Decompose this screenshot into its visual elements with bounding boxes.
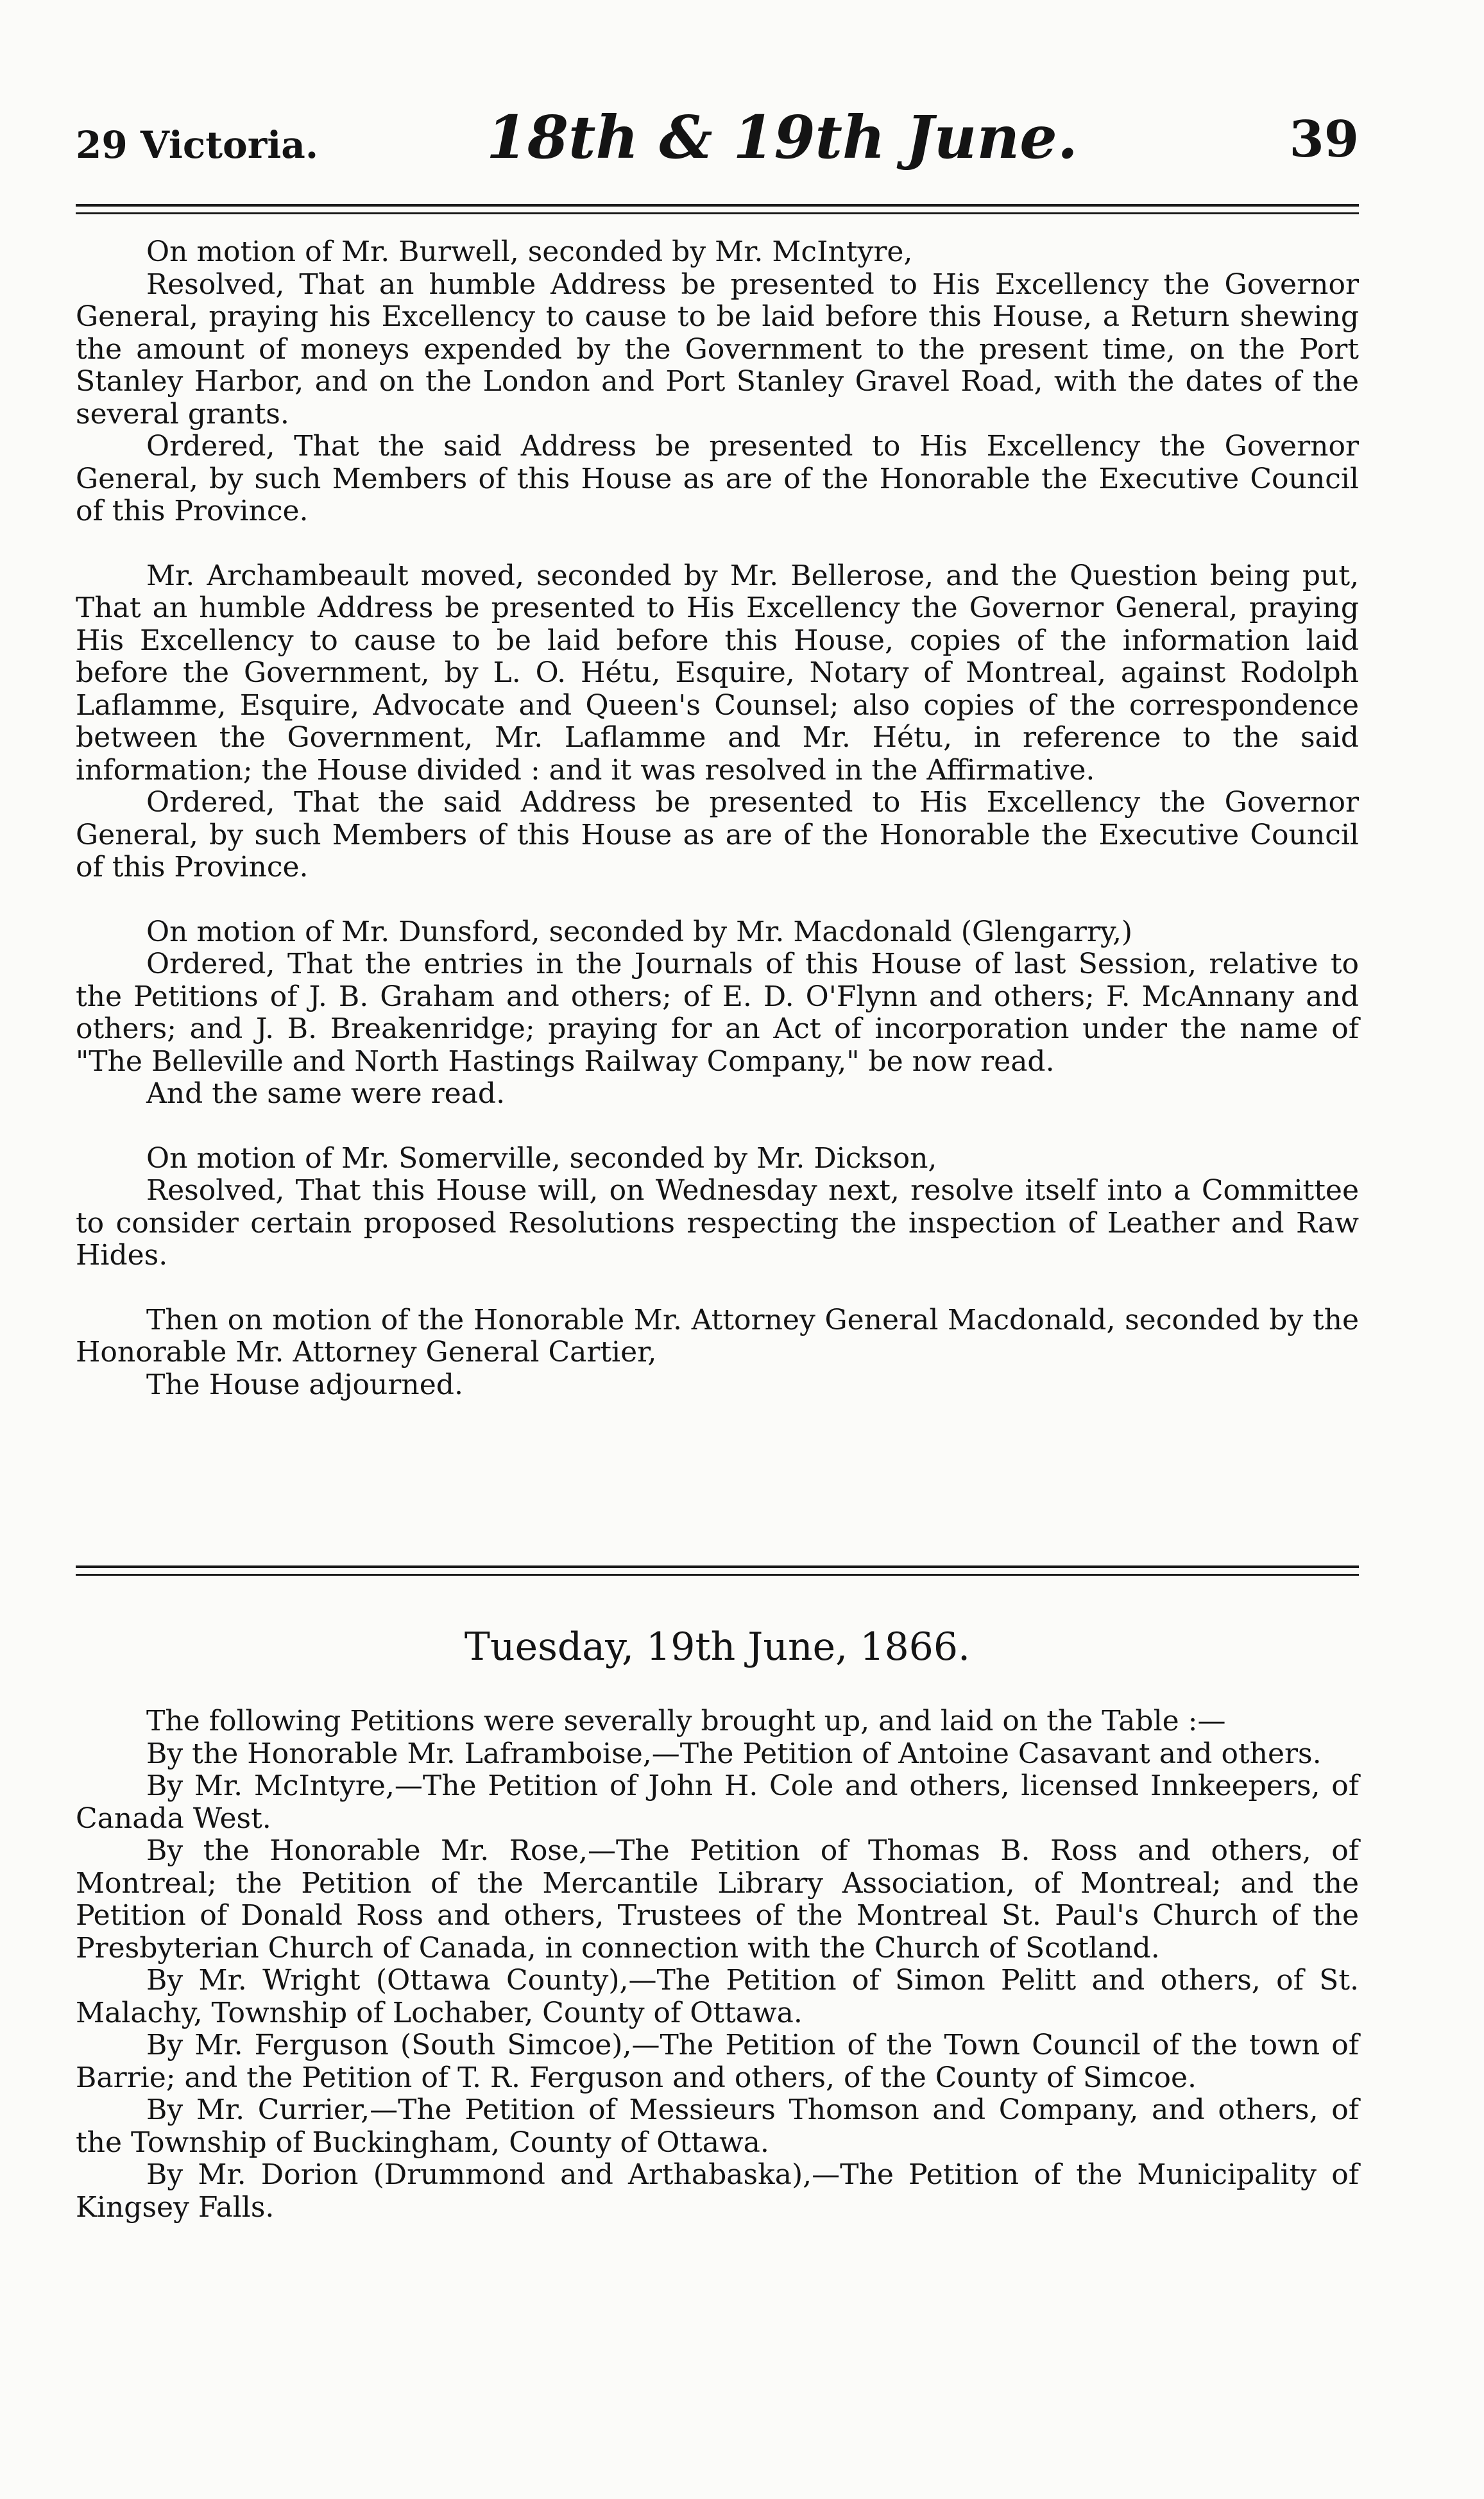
motion-dunsford: On motion of Mr. Dunsford, seconded by Mr. Macdonald (Glengarry,) xyxy=(146,915,1133,948)
motion-somerville: On motion of Mr. Somerville, seconded by Mr. Dickson, xyxy=(146,1141,937,1175)
house-adjourned: The House adjourned. xyxy=(146,1368,463,1401)
header-rule xyxy=(76,204,1359,220)
motion-archambeault: Mr. Archambeault moved, seconded by Mr. Bellerose, and the Question being put, That an humble Address be presented to His Excellency the Governor General, praying His Excellency to cause to be laid before this House, copies of the information laid before the Government, by L. O. Hétu, Esquire, Notary of Montreal, against Rodolph Laflamme, Esquire, Advocate and Queen's Counsel; also copies of the correspondence between the Government, Mr. Laflamme and Mr. Hétu, in reference to the said information; the House divided : and it was resolved in the Affirmative. xyxy=(76,559,1359,787)
entries-read: And the same were read. xyxy=(146,1077,506,1110)
petition-currier: By Mr. Currier,—The Petition of Messieurs Thomson and Company, and others, of the Township of Buckingham, County of Ottawa. xyxy=(76,2094,1359,2159)
resolution-port-stanley: Resolved, That an humble Address be presented to His Excellency the Governor General, praying his Excellency to cause to be laid before this House, a Return shewing the amount of moneys expended by the Government to the present time, on the Port Stanley Harbor, and on the London and Port Stanley Gravel Road, with the dates of the several grants. xyxy=(76,268,1359,431)
day-heading: Tuesday, 19th June, 1866. xyxy=(464,1625,971,1669)
motion-adjourn: Then on motion of the Honorable Mr. Attorney General Macdonald, seconded by the Honorable Mr. Attorney General Cartier, xyxy=(76,1303,1359,1369)
petition-ferguson: By Mr. Ferguson (South Simcoe),—The Petition of the Town Council of the town of Barrie; and the Petition of T. R. Ferguson and others, of the County of Simcoe. xyxy=(76,2029,1359,2094)
page-header xyxy=(76,96,1359,180)
petition-laframboise: By the Honorable Mr. Laframboise,—The Petition of Antoine Casavant and others. xyxy=(146,1737,1322,1770)
petitions-intro: The following Petitions were severally brought up, and laid on the Table :— xyxy=(146,1705,1226,1737)
section-rule xyxy=(76,1565,1359,1582)
resolution-leather-hides: Resolved, That this House will, on Wednesday next, resolve itself into a Committee to consider certain proposed Resolutions respecting the inspection of Leather and Raw Hides. xyxy=(76,1174,1359,1272)
petition-dorion: By Mr. Dorion (Drummond and Arthabaska),—The Petition of the Municipality of Kingsey Falls. xyxy=(76,2158,1359,2224)
motion-burwell: On motion of Mr. Burwell, seconded by Mr. McIntyre, xyxy=(146,235,913,268)
section-june-18 xyxy=(76,236,1359,1401)
petition-mcintyre: By Mr. McIntyre,—The Petition of John H. Cole and others, licensed Innkeepers, of Canada West. xyxy=(76,1770,1359,1835)
header-date: 18th & 19th June. xyxy=(486,103,1078,172)
regnal-year: 29 Victoria. xyxy=(76,123,319,167)
page-number: 39 xyxy=(1289,110,1359,169)
order-address-1: Ordered, That the said Address be presented to His Excellency the Governor General, by such Members of this House as are of the Honorable the Executive Council of this Province. xyxy=(76,430,1359,527)
petition-rose: By the Honorable Mr. Rose,—The Petition of Thomas B. Ross and others, of Montreal; the Petition of the Mercantile Library Association, of Montreal; and the Petition of Donald Ross and others, Trustees of the Montreal St. Paul's Church of the Presbyterian Church of Canada, in connection with the Church of Scotland. xyxy=(76,1834,1359,1965)
order-journal-entries: Ordered, That the entries in the Journals of this House of last Session, relative to the Petitions of J. B. Graham and others; of E. D. O'Flynn and others; F. McAnnany and others; and J. B. Breakenridge; praying for an Act of incorporation under the name of "The Belleville and North Hastings Railway Company," be now read. xyxy=(76,948,1359,1078)
section-june-19 xyxy=(76,1705,1359,2224)
petition-wright: By Mr. Wright (Ottawa County),—The Petition of Simon Pelitt and others, of St. Malachy, Township of Lochaber, County of Ottawa. xyxy=(76,1964,1359,2029)
order-address-2: Ordered, That the said Address be presented to His Excellency the Governor General, by such Members of this House as are of the Honorable the Executive Council of this Province. xyxy=(76,786,1359,883)
